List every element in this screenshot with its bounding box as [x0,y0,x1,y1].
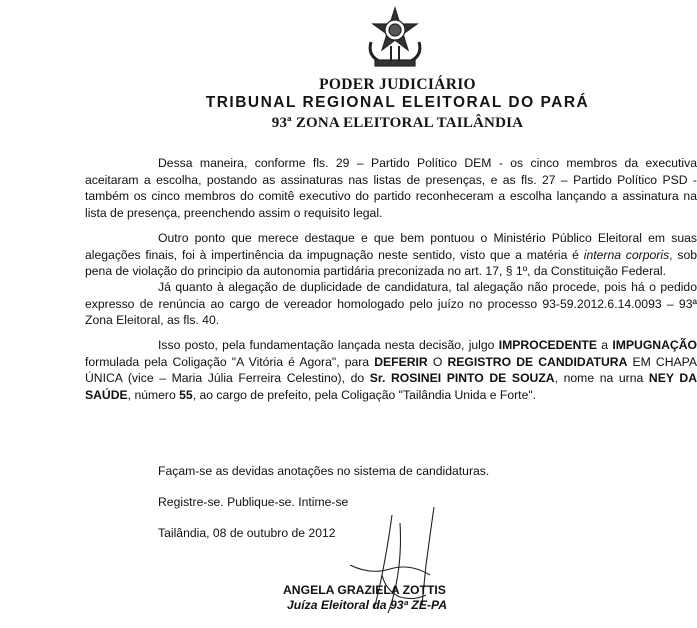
paragraph-2 [85,230,697,280]
decision-bold-number: 55 [179,387,193,402]
date-place: Tailândia, 08 de outubro de 2012 [158,526,336,540]
decision-text-1: Isso posto, pela fundamentação lançada nesta decisão, julgo [158,338,499,352]
judge-name: ANGELA GRAZIELA ZOTTIS [283,583,446,597]
header-judiciary: PODER JUDICIÁRIO [319,76,476,93]
decision-text-6: , nome na urna [554,371,649,385]
header-zone: 93ª ZONA ELEITORAL TAILÂNDIA [271,115,524,131]
paragraph-2-text-a: Outro ponto que merece destaque e que bem pontuou o Ministério Público Eleitoral em suas alegações finais, foi à impertinência da impugnação neste sentido, visto que a matéria é [85,231,697,262]
decision-text-5: EM CHAPA ÚNICA (vice – Maria Júlia Ferreira Celestino), do [85,354,697,385]
paragraph-4-decision [85,337,697,403]
decision-text-2: a [596,338,613,352]
paragraph-2-italic: interna corporis [583,247,670,262]
paragraph-3: Já quanto à alegação de duplicidade de candidatura, tal alegação não procede, pois há o pedido expresso de renúncia ao cargo de vereador homologado pelo juízo no processo 93-59.2012.6.14.0093 – 93ª Zona Eleitoral, as fls. 40. [85,280,697,327]
decision-bold-deferir: DEFERIR [374,354,428,369]
decision-bold-improcedente: IMPROCEDENTE [498,338,597,352]
decision-bold-ballot-name: NEY DA SAÚDE [85,371,697,402]
header-court: TRIBUNAL REGIONAL ELEITORAL DO PARÁ [205,94,590,111]
closing-annotations: Façam-se as devidas anotações no sistema de candidaturas. [158,464,490,478]
decision-text-8: , ao cargo de prefeito, pela Coligação "Tailândia Unida e Forte". [192,387,537,402]
decision-text-7: , número [127,387,180,402]
decision-bold-impugnacao: IMPUGNAÇÃO [612,338,697,352]
decision-bold-registro: REGISTRO DE CANDIDATURA [447,354,628,369]
paragraph-1: Dessa maneira, conforme fls. 29 – Partido Político DEM - os cinco membros da executiva aceitaram a escolha, postando as assinaturas nas listas de presenças, e as fls. 27 – Partido Político PSD - também os cinco membros do comitê executivo do partido reconheceram a escolha lançando a assinatura na lista de presença, preenchendo assim o requisito legal. [85,156,697,220]
coat-of-arms-emblem [361,2,429,70]
closing-register: Registre-se. Publique-se. Intime-se [158,495,349,509]
judge-role: Juíza Eleitoral da 93ª ZE-PA [287,598,448,612]
decision-text-3: formulada pela Coligação "A Vitória é Agora", para [85,354,375,369]
decision-text-4: O [427,354,448,369]
paragraph-2-text-c: , sob pena de violação do principio da autonomia partidária preconizada no art. 17, § 1º, da Constituição Federal. [85,247,697,278]
decision-bold-candidate: Sr. ROSINEI PINTO DE SOUZA [369,371,555,385]
